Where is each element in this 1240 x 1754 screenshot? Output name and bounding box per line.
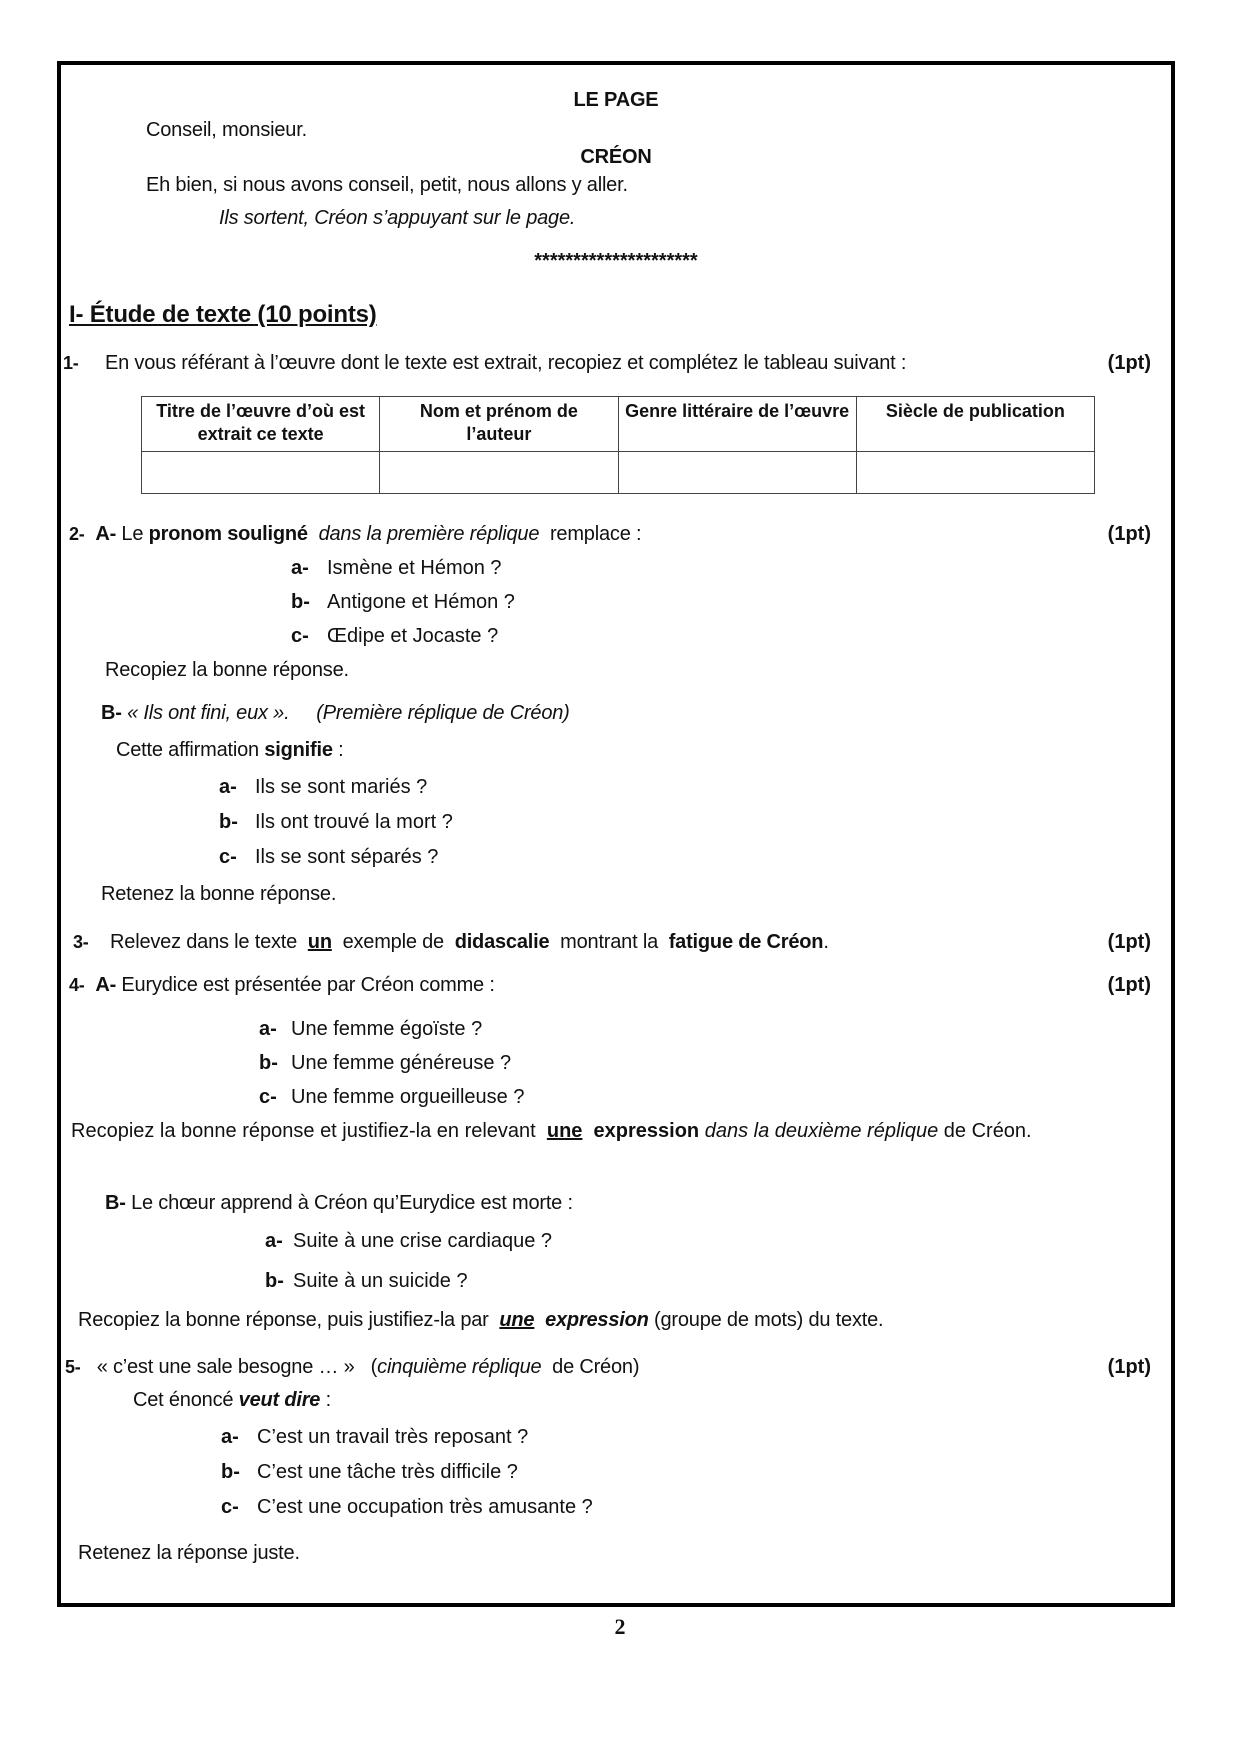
q2b-prompt-pre: Cette affirmation [116,739,259,761]
separator: ********************* [534,250,698,272]
q4a-instr-5: de Créon. [943,1120,1032,1142]
option-text: C’est une tâche très difficile ? [257,1461,518,1483]
table-cell-genre[interactable] [618,452,856,494]
q3-points: (1pt) [1107,931,1151,953]
q2b-option-b [219,810,453,834]
option-text: Ils se sont séparés ? [255,846,439,868]
option-letter: c- [259,1086,277,1108]
q3-text-un: un [307,931,332,953]
q1-number: 1- [63,353,79,373]
q1-text: En vous référant à l’œuvre dont le texte est extrait, recopiez et complétez le tableau suivant : [105,352,907,374]
section-heading: I- Étude de texte (10 points) [69,301,377,328]
table-row [142,452,1095,494]
q2a-text-bold: pronom souligné [148,523,308,545]
q2a-instruction: Recopiez la bonne réponse. [105,659,349,681]
q2b-prompt-post: : [338,739,344,761]
q5-prompt [65,1355,639,1379]
q2a-label: A- [95,523,117,545]
q2b-option-a [219,775,427,799]
q4b-option-b [265,1269,468,1293]
q1-points: (1pt) [1107,352,1151,374]
q2b-prompt-bold: signifie [264,739,333,761]
option-text: Ils ont trouvé la mort ? [255,811,453,833]
option-letter: c- [219,846,237,868]
q4a-option-c [259,1085,524,1109]
table-header-century: Siècle de publication [856,397,1094,452]
q2a-text-pre: Le [121,523,144,545]
q3-text-period: . [823,931,829,953]
q4b-instr-expression: expression [545,1309,649,1331]
q2b-source: (Première réplique de Créon) [316,702,570,724]
q4b-instr-une: une [499,1309,535,1331]
q4b-label: B- [105,1192,126,1214]
table-cell-century[interactable] [856,452,1094,494]
option-letter: a- [221,1426,239,1448]
q5-prompt-pre: Cet énoncé [133,1389,234,1411]
q5-points: (1pt) [1107,1356,1151,1378]
q4a-instr-1: Recopiez la bonne réponse et justifiez-la en relevant [71,1120,536,1142]
option-letter: b- [219,811,238,833]
q5-prompt-bi: veut dire [238,1389,321,1411]
q5-question [133,1388,331,1412]
q2b-question [116,738,343,762]
q5-instruction: Retenez la réponse juste. [78,1542,300,1564]
q2b-prompt [101,701,570,725]
option-text: Antigone et Hémon ? [327,591,515,613]
q3-text-5: montrant la [560,931,658,953]
option-letter: a- [259,1018,277,1040]
q4a-instr-italic: dans la deuxième réplique [704,1120,939,1142]
speaker-creon: CRÉON [580,146,652,168]
q2b-instruction: Retenez la bonne réponse. [101,883,337,905]
option-letter: b- [291,591,310,613]
q5-option-a [221,1425,528,1449]
dialogue-line-2: Eh bien, si nous avons conseil, petit, nous allons y aller. [146,174,628,196]
q4a-instr-une: une [546,1120,583,1142]
q4a-prompt [69,973,495,997]
option-text: Suite à un suicide ? [293,1270,468,1292]
stage-direction: Ils sortent, Créon s’appuyant sur le page. [219,207,576,229]
work-info-table [141,396,1095,494]
option-text: Une femme généreuse ? [291,1052,512,1074]
q2b-label: B- [101,702,122,724]
table-header-author: Nom et prénom de l’auteur [380,397,618,452]
page-number: 2 [614,1614,626,1639]
q2a-option-a [291,556,502,580]
q4a-text: Eurydice est présentée par Créon comme : [121,974,495,996]
q3-text-1: Relevez dans le texte [110,931,298,953]
table-cell-title[interactable] [142,452,380,494]
option-letter: b- [265,1270,284,1292]
q4a-option-a [259,1017,482,1041]
option-text: Une femme orgueilleuse ? [291,1086,525,1108]
option-text: Ils se sont mariés ? [255,776,428,798]
q5-number: 5- [65,1357,81,1377]
option-letter: b- [221,1461,240,1483]
q5-option-b [221,1460,518,1484]
option-letter: a- [291,557,309,579]
q2a-text-post: remplace : [549,523,642,545]
q4b-option-a [265,1229,552,1253]
q3-prompt [73,930,829,954]
q3-number: 3- [73,932,89,952]
q5-paren-open: ( [370,1356,378,1378]
q3-text-didascalie: didascalie [454,931,550,953]
q4b-prompt [105,1191,573,1215]
q3-text-3: exemple de [342,931,444,953]
table-header-genre: Genre littéraire de l’œuvre [618,397,856,452]
q4b-instruction [78,1308,883,1332]
option-letter: b- [259,1052,278,1074]
q2a-option-b [291,590,515,614]
q4a-option-b [259,1051,511,1075]
option-letter: a- [219,776,237,798]
q4-number: 4- [69,975,85,995]
q4b-instr-4: (groupe de mots) du texte. [654,1309,884,1331]
q2-number: 2- [69,524,85,544]
q4b-instr-1: Recopiez la bonne réponse, puis justifiez-la par [78,1309,489,1331]
q4b-text: Le chœur apprend à Créon qu’Eurydice est morte : [131,1192,573,1214]
dialogue-line-1: Conseil, monsieur. [146,119,307,141]
q2a-option-c [291,624,498,648]
option-text: Ismène et Hémon ? [327,557,502,579]
table-header-row [142,397,1095,452]
table-cell-author[interactable] [380,452,618,494]
table-header-title: Titre de l’œuvre d’où est extrait ce texte [142,397,380,452]
q2a-text-italic: dans la première réplique [318,523,540,545]
q5-prompt-post: : [325,1389,331,1411]
q4a-instr-expression: expression [593,1120,700,1142]
exam-page-frame [57,61,1175,1607]
speaker-le-page: LE PAGE [573,89,659,111]
q4-points: (1pt) [1107,974,1151,996]
q5-source-close: de Créon) [552,1356,640,1378]
q2b-option-c [219,845,438,869]
q5-quote: « c’est une sale besogne … » [96,1356,355,1378]
option-text: C’est une occupation très amusante ? [257,1496,593,1518]
option-text: Œdipe et Jocaste ? [327,625,499,647]
q4a-label: A- [95,974,117,996]
q2b-quote: « Ils ont fini, eux ». [127,702,290,724]
q5-option-c [221,1495,593,1519]
q4a-instruction [71,1115,1157,1148]
option-text: Suite à une crise cardiaque ? [293,1230,553,1252]
option-letter: c- [291,625,309,647]
q5-source-italic: cinquième réplique [377,1356,542,1378]
option-text: C’est un travail très reposant ? [257,1426,529,1448]
q2a-prompt [69,522,641,546]
q3-text-fatigue: fatigue de Créon [668,931,824,953]
option-letter: a- [265,1230,283,1252]
option-text: Une femme égoïste ? [291,1018,483,1040]
q2-points: (1pt) [1107,523,1151,545]
option-letter: c- [221,1496,239,1518]
